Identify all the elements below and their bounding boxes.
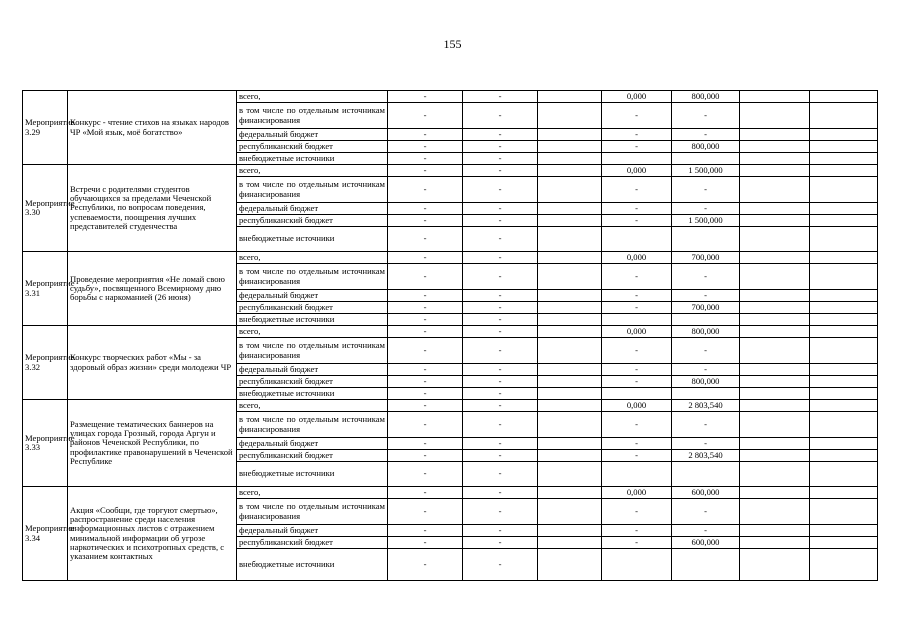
event-title: Проведение мероприятия «Не ломай свою судьбу», посвященного Всемирному дню борьбы с наркоманией (26 июня) (68, 252, 237, 326)
empty-cell (810, 314, 878, 326)
amount-cell-c3 (538, 252, 602, 264)
funding-source: внебюджетные источники (237, 153, 388, 165)
amount-cell-c3 (538, 364, 602, 376)
amount-cell-c4: 0,000 (602, 326, 672, 338)
empty-cell (740, 549, 810, 581)
amount-cell-c5: - (672, 264, 740, 290)
table-body (23, 91, 878, 581)
amount-cell-c4: - (602, 525, 672, 537)
amount-cell-c4 (602, 388, 672, 400)
empty-cell (810, 227, 878, 252)
amount-cell-c1: - (388, 227, 463, 252)
funding-source: в том числе по отдельным источникам финансирования (237, 264, 388, 290)
empty-cell (810, 129, 878, 141)
amount-cell-c5: 800,000 (672, 91, 740, 103)
empty-cell (740, 525, 810, 537)
amount-cell-c5: - (672, 338, 740, 364)
page-number: 155 (443, 37, 462, 51)
amount-cell-c2: - (463, 338, 538, 364)
funding-source: федеральный бюджет (237, 290, 388, 302)
amount-cell-c1: - (388, 450, 463, 462)
amount-cell-c3 (538, 338, 602, 364)
amount-cell-c2: - (463, 129, 538, 141)
empty-cell (740, 153, 810, 165)
empty-cell (740, 103, 810, 129)
amount-cell-c2: - (463, 549, 538, 581)
funding-source: республиканский бюджет (237, 537, 388, 549)
amount-cell-c1: - (388, 290, 463, 302)
event-code: Мероприятие 3.32 (23, 326, 68, 400)
empty-cell (740, 338, 810, 364)
empty-cell (740, 264, 810, 290)
amount-cell-c5 (672, 462, 740, 487)
funding-source: в том числе по отдельным источникам финансирования (237, 177, 388, 203)
table-row (23, 252, 878, 264)
amount-cell-c4: - (602, 129, 672, 141)
amount-cell-c2: - (463, 376, 538, 388)
table-row (23, 165, 878, 177)
funding-source: федеральный бюджет (237, 364, 388, 376)
amount-cell-c2: - (463, 314, 538, 326)
amount-cell-c4: - (602, 376, 672, 388)
funding-source: всего, (237, 487, 388, 499)
amount-cell-c5: 700,000 (672, 252, 740, 264)
amount-cell-c3 (538, 165, 602, 177)
empty-cell (740, 438, 810, 450)
empty-cell (740, 450, 810, 462)
funding-source: внебюджетные источники (237, 549, 388, 581)
amount-cell-c1: - (388, 499, 463, 525)
amount-cell-c1: - (388, 338, 463, 364)
amount-cell-c1: - (388, 537, 463, 549)
empty-cell (810, 537, 878, 549)
amount-cell-c5: 800,000 (672, 141, 740, 153)
amount-cell-c3 (538, 438, 602, 450)
amount-cell-c1: - (388, 400, 463, 412)
empty-cell (740, 499, 810, 525)
amount-cell-c3 (538, 462, 602, 487)
amount-cell-c4: - (602, 103, 672, 129)
amount-cell-c2: - (463, 364, 538, 376)
financing-table (22, 90, 878, 581)
empty-cell (740, 326, 810, 338)
amount-cell-c3 (538, 177, 602, 203)
amount-cell-c1: - (388, 203, 463, 215)
table-row (23, 91, 878, 103)
event-code: Мероприятие 3.30 (23, 165, 68, 252)
funding-source: в том числе по отдельным источникам финансирования (237, 499, 388, 525)
amount-cell-c4: - (602, 499, 672, 525)
empty-cell (740, 412, 810, 438)
amount-cell-c3 (538, 326, 602, 338)
funding-source: всего, (237, 400, 388, 412)
amount-cell-c3 (538, 412, 602, 438)
empty-cell (810, 376, 878, 388)
amount-cell-c1: - (388, 165, 463, 177)
amount-cell-c5: 800,000 (672, 376, 740, 388)
empty-cell (740, 314, 810, 326)
event-code: Мероприятие 3.33 (23, 400, 68, 487)
empty-cell (740, 252, 810, 264)
amount-cell-c2: - (463, 438, 538, 450)
amount-cell-c1: - (388, 91, 463, 103)
funding-source: федеральный бюджет (237, 203, 388, 215)
amount-cell-c2: - (463, 91, 538, 103)
amount-cell-c4 (602, 549, 672, 581)
amount-cell-c1: - (388, 438, 463, 450)
amount-cell-c4: - (602, 438, 672, 450)
amount-cell-c2: - (463, 388, 538, 400)
empty-cell (810, 165, 878, 177)
empty-cell (810, 103, 878, 129)
amount-cell-c5: 1 500,000 (672, 215, 740, 227)
amount-cell-c4: 0,000 (602, 400, 672, 412)
event-title: Конкурс творческих работ «Мы - за здоровый образ жизни» среди молодежи ЧР (68, 326, 237, 400)
amount-cell-c4: - (602, 338, 672, 364)
empty-cell (740, 290, 810, 302)
amount-cell-c4 (602, 227, 672, 252)
amount-cell-c1: - (388, 215, 463, 227)
empty-cell (810, 338, 878, 364)
empty-cell (810, 549, 878, 581)
amount-cell-c3 (538, 525, 602, 537)
amount-cell-c4: - (602, 177, 672, 203)
empty-cell (740, 215, 810, 227)
amount-cell-c5: 600,000 (672, 487, 740, 499)
amount-cell-c2: - (463, 203, 538, 215)
amount-cell-c5: 700,000 (672, 302, 740, 314)
amount-cell-c2: - (463, 215, 538, 227)
amount-cell-c2: - (463, 462, 538, 487)
amount-cell-c5: 1 500,000 (672, 165, 740, 177)
amount-cell-c1: - (388, 177, 463, 203)
empty-cell (740, 165, 810, 177)
empty-cell (740, 388, 810, 400)
amount-cell-c5 (672, 153, 740, 165)
amount-cell-c3 (538, 537, 602, 549)
amount-cell-c3 (538, 215, 602, 227)
amount-cell-c4: 0,000 (602, 487, 672, 499)
empty-cell (810, 252, 878, 264)
amount-cell-c3 (538, 264, 602, 290)
amount-cell-c2: - (463, 227, 538, 252)
amount-cell-c5: - (672, 412, 740, 438)
amount-cell-c2: - (463, 450, 538, 462)
amount-cell-c4 (602, 153, 672, 165)
amount-cell-c2: - (463, 302, 538, 314)
event-title: Встречи с родителями студентов обучающихся за пределами Чеченской Республики, по вопросам поведения, успеваемости, поощрения лучших представителей студенчества (68, 165, 237, 252)
funding-source: внебюджетные источники (237, 462, 388, 487)
empty-cell (810, 364, 878, 376)
amount-cell-c3 (538, 103, 602, 129)
empty-cell (810, 215, 878, 227)
amount-cell-c3 (538, 302, 602, 314)
empty-cell (740, 537, 810, 549)
amount-cell-c1: - (388, 103, 463, 129)
amount-cell-c4 (602, 314, 672, 326)
funding-source: федеральный бюджет (237, 525, 388, 537)
empty-cell (740, 400, 810, 412)
empty-cell (740, 91, 810, 103)
amount-cell-c2: - (463, 264, 538, 290)
empty-cell (740, 177, 810, 203)
amount-cell-c3 (538, 376, 602, 388)
amount-cell-c2: - (463, 153, 538, 165)
amount-cell-c4: - (602, 203, 672, 215)
amount-cell-c4 (602, 462, 672, 487)
amount-cell-c2: - (463, 290, 538, 302)
amount-cell-c4: - (602, 302, 672, 314)
empty-cell (810, 326, 878, 338)
amount-cell-c5: - (672, 129, 740, 141)
amount-cell-c5 (672, 388, 740, 400)
amount-cell-c3 (538, 314, 602, 326)
amount-cell-c5 (672, 227, 740, 252)
amount-cell-c5: - (672, 499, 740, 525)
amount-cell-c1: - (388, 302, 463, 314)
funding-source: федеральный бюджет (237, 129, 388, 141)
empty-cell (740, 487, 810, 499)
amount-cell-c5: - (672, 438, 740, 450)
amount-cell-c5 (672, 549, 740, 581)
amount-cell-c3 (538, 203, 602, 215)
amount-cell-c1: - (388, 252, 463, 264)
event-code: Мероприятие 3.29 (23, 91, 68, 165)
empty-cell (740, 227, 810, 252)
empty-cell (810, 400, 878, 412)
empty-cell (740, 141, 810, 153)
amount-cell-c4: - (602, 141, 672, 153)
empty-cell (740, 203, 810, 215)
funding-source: всего, (237, 252, 388, 264)
funding-source: республиканский бюджет (237, 141, 388, 153)
amount-cell-c3 (538, 141, 602, 153)
amount-cell-c4: - (602, 264, 672, 290)
amount-cell-c5: 2 803,540 (672, 400, 740, 412)
funding-source: в том числе по отдельным источникам финансирования (237, 103, 388, 129)
amount-cell-c2: - (463, 141, 538, 153)
empty-cell (810, 525, 878, 537)
amount-cell-c4: 0,000 (602, 91, 672, 103)
empty-cell (810, 264, 878, 290)
funding-source: всего, (237, 165, 388, 177)
empty-cell (810, 388, 878, 400)
event-code: Мероприятие 3.34 (23, 487, 68, 581)
empty-cell (810, 153, 878, 165)
funding-source: республиканский бюджет (237, 215, 388, 227)
amount-cell-c4: 0,000 (602, 165, 672, 177)
amount-cell-c4: - (602, 412, 672, 438)
funding-source: внебюджетные источники (237, 314, 388, 326)
empty-cell (810, 203, 878, 215)
funding-source: внебюджетные источники (237, 227, 388, 252)
amount-cell-c2: - (463, 499, 538, 525)
amount-cell-c1: - (388, 326, 463, 338)
amount-cell-c1: - (388, 314, 463, 326)
event-title: Размещение тематических баннеров на улицах города Грозный, города Аргун и районов Чеченской Республики, по профилактике правонарушений в Чеченской Республике (68, 400, 237, 487)
amount-cell-c2: - (463, 103, 538, 129)
event-code: Мероприятие 3.31 (23, 252, 68, 326)
empty-cell (740, 364, 810, 376)
amount-cell-c2: - (463, 525, 538, 537)
funding-source: внебюджетные источники (237, 388, 388, 400)
amount-cell-c4: 0,000 (602, 252, 672, 264)
empty-cell (810, 438, 878, 450)
amount-cell-c4: - (602, 450, 672, 462)
funding-source: всего, (237, 326, 388, 338)
amount-cell-c4: - (602, 215, 672, 227)
amount-cell-c3 (538, 91, 602, 103)
empty-cell (810, 462, 878, 487)
amount-cell-c1: - (388, 129, 463, 141)
empty-cell (810, 450, 878, 462)
amount-cell-c4: - (602, 364, 672, 376)
amount-cell-c3 (538, 487, 602, 499)
amount-cell-c4: - (602, 290, 672, 302)
empty-cell (810, 499, 878, 525)
funding-source: федеральный бюджет (237, 438, 388, 450)
funding-source: республиканский бюджет (237, 302, 388, 314)
empty-cell (810, 412, 878, 438)
funding-source: республиканский бюджет (237, 376, 388, 388)
empty-cell (810, 177, 878, 203)
amount-cell-c5: - (672, 103, 740, 129)
event-title: Конкурс - чтение стихов на языках народов ЧР «Мой язык, моё богатство» (68, 91, 237, 165)
amount-cell-c1: - (388, 462, 463, 487)
table-row (23, 487, 878, 499)
amount-cell-c1: - (388, 388, 463, 400)
empty-cell (810, 91, 878, 103)
amount-cell-c4: - (602, 537, 672, 549)
empty-cell (810, 141, 878, 153)
amount-cell-c5: 600,000 (672, 537, 740, 549)
amount-cell-c5: - (672, 290, 740, 302)
amount-cell-c2: - (463, 487, 538, 499)
amount-cell-c1: - (388, 549, 463, 581)
amount-cell-c2: - (463, 537, 538, 549)
table-row (23, 326, 878, 338)
amount-cell-c5 (672, 314, 740, 326)
empty-cell (740, 129, 810, 141)
amount-cell-c3 (538, 400, 602, 412)
amount-cell-c3 (538, 129, 602, 141)
funding-source: всего, (237, 91, 388, 103)
amount-cell-c5: - (672, 525, 740, 537)
amount-cell-c1: - (388, 525, 463, 537)
amount-cell-c1: - (388, 364, 463, 376)
amount-cell-c5: - (672, 177, 740, 203)
amount-cell-c1: - (388, 412, 463, 438)
amount-cell-c1: - (388, 141, 463, 153)
empty-cell (740, 302, 810, 314)
amount-cell-c5: 800,000 (672, 326, 740, 338)
empty-cell (810, 487, 878, 499)
empty-cell (740, 376, 810, 388)
funding-source: в том числе по отдельным источникам финансирования (237, 412, 388, 438)
amount-cell-c3 (538, 290, 602, 302)
amount-cell-c2: - (463, 400, 538, 412)
funding-source: в том числе по отдельным источникам финансирования (237, 338, 388, 364)
amount-cell-c1: - (388, 153, 463, 165)
amount-cell-c3 (538, 450, 602, 462)
amount-cell-c2: - (463, 252, 538, 264)
empty-cell (810, 290, 878, 302)
amount-cell-c3 (538, 499, 602, 525)
funding-source: республиканский бюджет (237, 450, 388, 462)
amount-cell-c3 (538, 227, 602, 252)
amount-cell-c3 (538, 549, 602, 581)
amount-cell-c1: - (388, 264, 463, 290)
amount-cell-c2: - (463, 165, 538, 177)
empty-cell (810, 302, 878, 314)
amount-cell-c1: - (388, 487, 463, 499)
amount-cell-c2: - (463, 412, 538, 438)
amount-cell-c5: - (672, 203, 740, 215)
amount-cell-c2: - (463, 326, 538, 338)
amount-cell-c5: 2 803,540 (672, 450, 740, 462)
table-row (23, 400, 878, 412)
empty-cell (740, 462, 810, 487)
amount-cell-c1: - (388, 376, 463, 388)
event-title: Акция «Сообщи, где торгуют смертью», распространение среди населения информационных листов с отражением минимальной информации об угрозе наркотических и психотропных средств, с указанием контактных (68, 487, 237, 581)
amount-cell-c3 (538, 388, 602, 400)
amount-cell-c2: - (463, 177, 538, 203)
amount-cell-c3 (538, 153, 602, 165)
amount-cell-c5: - (672, 364, 740, 376)
